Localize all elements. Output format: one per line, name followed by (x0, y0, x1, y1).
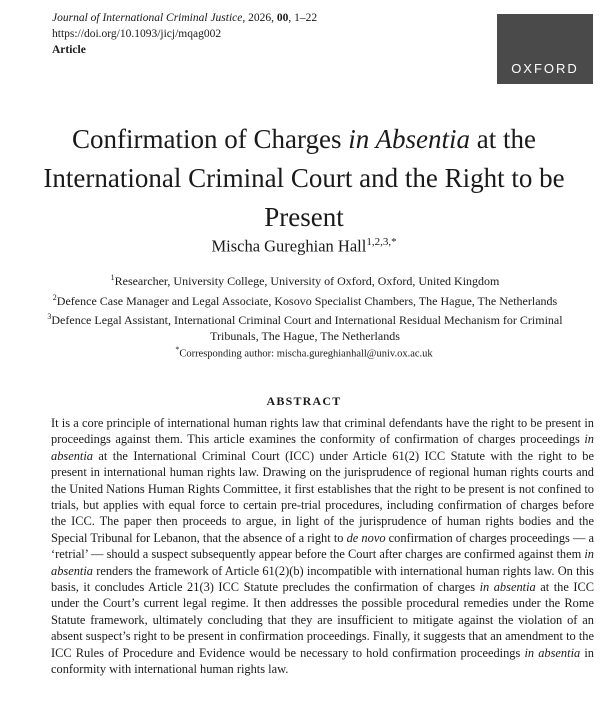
abstract-body (51, 415, 594, 678)
abstract-italic: de novo (346, 530, 386, 545)
doi-link[interactable]: https://doi.org/10.1093/jicj/mqag002 (52, 28, 222, 40)
affiliation-text: Defence Legal Assistant, International Criminal Court and International Residual Mechanism for Criminal Tribunals, The Hague, The Netherlands (51, 313, 563, 343)
oxford-logo-text: OXFORD (511, 61, 579, 76)
article-title (40, 120, 568, 237)
article-header (52, 10, 317, 58)
author-marks: 1,2,3,* (366, 236, 397, 248)
abstract-text: at the International Criminal Court (ICC) under Article 61(2) ICC Statute with the right to be present in international human rights law. Drawing on the jurisprudence of regional human rights courts and the United Nations Human Rights Committee, it first establishes that the right to be present is not confined to trials, but applies with equal force to certain pre-trial procedures, including confirmation of charges before the ICC. The paper then proceeds to argue, in light of the jurisprudence of human rights bodies and the Special Tribunal for Lebanon, that the absence of a right to (51, 448, 594, 545)
journal-year: , 2026, (242, 12, 277, 24)
affiliation-number: 1 (110, 273, 115, 282)
abstract-text: confirmation of charges proceedings — a ‘retrial’ — should a suspect subsequently appear before the Court after charges are confirmed against them (51, 530, 595, 562)
abstract-italic: in absentia (479, 580, 536, 595)
title-part-1: Confirmation of Charges (72, 124, 349, 154)
affiliations (40, 270, 570, 344)
title-part-3: at the International Criminal Court and the Right to be Present (43, 124, 565, 232)
journal-name: Journal of International Criminal Justice (52, 12, 243, 24)
abstract-text: It is a core principle of international human rights law that criminal defendants have the right to be present in proceedings against them. This article examines the conformity of confirmation of charges proceedings (51, 416, 594, 447)
abstract-heading: ABSTRACT (266, 394, 342, 408)
abstract-italic: in absentia (51, 432, 594, 463)
abstract-text: in conformity with international human rights law. (51, 645, 594, 677)
journal-pages: , 1–22 (288, 12, 318, 24)
affiliation-text: Defence Case Manager and Legal Associate, Kosovo Specialist Chambers, The Hague, The Netherlands (56, 293, 558, 308)
oxford-logo (497, 14, 593, 84)
affiliation-text: Researcher, University College, University of Oxford, Oxford, United Kingdom (114, 274, 500, 288)
abstract-italic: in absentia (524, 645, 581, 660)
affiliation-number: 3 (47, 312, 52, 321)
affiliation-number: 2 (52, 292, 57, 302)
corresponding-author (0, 345, 608, 360)
journal-volume: 00 (276, 12, 289, 24)
affiliation-item (40, 309, 570, 344)
abstract-text: at the ICC under the Court’s current legal regime. It then addresses the possible procedural remedies under the Rome Statute framework, ultimately concluding that they are insufficient to mitigate against the violation of an absent suspect’s right to be present in confirmation proceedings. Finally, it suggests that an amendment to the ICC Rules of Procedure and Evidence would be necessary to hold confirmation proceedings (51, 580, 594, 660)
author-name: Mischa Gureghian Hall (211, 236, 367, 256)
abstract-italic: in absentia (51, 547, 594, 578)
article-type: Article (52, 44, 86, 56)
author-line (0, 236, 608, 257)
abstract-text: renders the framework of Article 61(2)(b) incompatible with international human rights law. On this basis, it concludes Article 21(3) ICC Statute precludes the confirmation of charges (51, 563, 594, 595)
corresponding-text: Corresponding author: mischa.gureghianhall@univ.ox.ac.uk (179, 348, 433, 360)
affiliation-item (40, 270, 570, 290)
title-part-2: in Absentia (348, 124, 470, 154)
affiliation-item (40, 290, 570, 310)
journal-citation (52, 10, 317, 26)
corresponding-mark: * (175, 345, 180, 354)
